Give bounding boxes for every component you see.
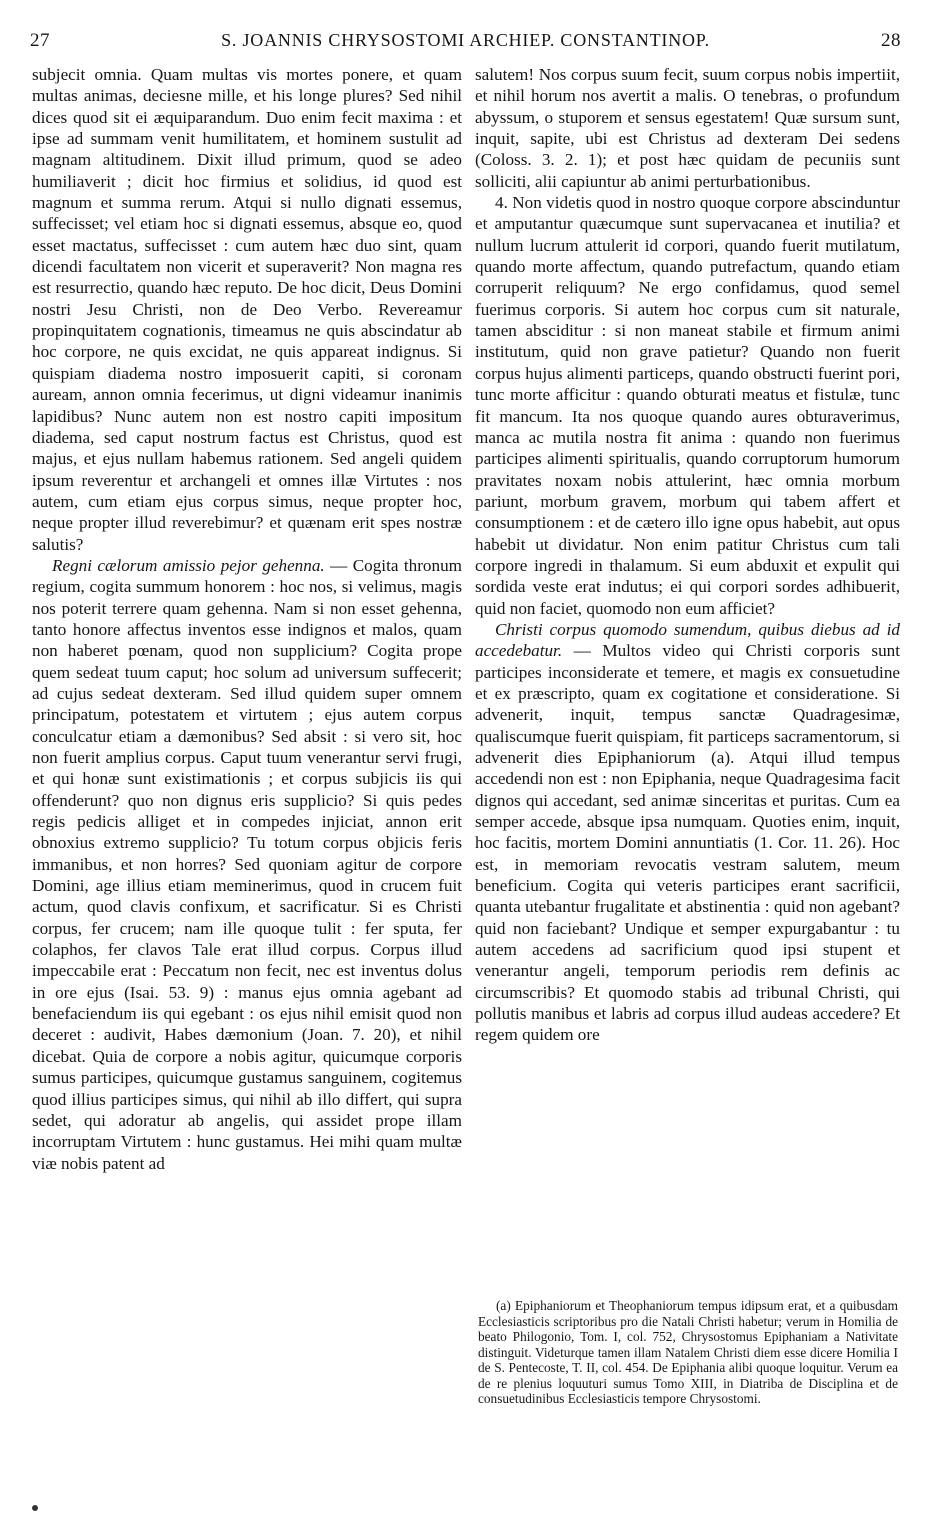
- left-paragraph-1: subjecit omnia. Quam multas vis mortes ponere, et quam multas animas, deciesne mille, et his longe plures? Sed nihil dices quod sit ei æquiparandum. Duo enim fecit maxima : et ipse ad summam venit humilitatem, et hominem sustulit ad magnam altitudinem. Dixit illud primum, quod se adeo humiliaverit ; dicit hoc firmius et solidius, id quod est magnum et summa rerum. Atqui si nullo dignati essemus, suffecisset; vel etiam hoc si dignati essemus, absque eo, quod esset mactatus, suffecisset : cum autem hæc duo sint, quam dicendi facultatem non vicerit et superaverit? Non magna res est resurrectio, quando hæc reputo. De hoc dicit, Deus Domini nostri Jesu Christi, non de Deo Verbo. Revereamur propinquitatem cognationis, timeamus ne quis abscindatur ab hoc corpore, ne quis excidat, ne quis appareat indignus. Si quispiam diadema nostro imposuerit capiti, si coronam auream, annon omnia fecerimus, ut digni videamur inanimis lapidibus? Nunc autem non est nostro capiti impositum diadema, sed caput nostrum factus est Christus, quod est majus, et ejus nullam habemus rationem. Sed angeli quidem ipsum reverentur et archangeli et omnes illæ Virtutes : nos autem, cum etiam ejus corpus simus, neque propter hoc, neque propter illud reverebimur? et quænam erit spes nostræ salutis?: [32, 65, 462, 554]
- print-mark: [32, 1505, 38, 1511]
- running-title: S. JOANNIS CHRYSOSTOMI ARCHIEP. CONSTANTINOP.: [221, 30, 710, 50]
- right-paragraph-1: salutem! Nos corpus suum fecit, suum corpus nobis impertiit, et nihil horum nos avertit a malis. O tenebras, o profundum abyssum, o stuporem et sensus egestatem! Quæ sursum sunt, inquit, sapite, ubi est Christus ad dexteram Dei sedens (Coloss. 3. 2. 1); et post hæc quidam de pecuniis sunt solliciti, alii capiuntur ab animi perturbationibus.: [475, 65, 900, 191]
- right-column: [475, 64, 900, 1046]
- left-paragraph-2: [32, 555, 462, 1174]
- right-paragraph-3-text: — Multos video qui Christi corporis sunt participes inconsiderate et temere, et magis ex consuetudine et ex præscripto, quam ex cogitatione et consideratione. Si advenerit, inquit, tempus sanctæ Quadragesimæ, qualiscumque fuerit quispiam, fit particeps sacramentorum, si advenerit dies Epiphaniorum (a). Atqui illud tempus accedendi non est : non Epiphania, neque Quadragesima facit dignos qui accedant, sed animæ sinceritas et puritas. Cum ea semper accede, absque ipsa numquam. Quoties enim, inquit, hoc facitis, mortem Domini annuntiatis (1. Cor. 11. 26). Hoc est, in memoriam revocatis vestram salutem, meum beneficium. Cogita qui veteris participes erant sacrificii, quanta utebantur frugalitate et abstinentia : quid non agebant? quid non faciebant? Undique et semper expurgabantur : tu autem accedens ad sacrificium quod ipsi stupent et venerantur angeli, temporum periodis rem definis ac circumscribis? Et quomodo stabis ad tribunal Christi, qui pollutis manibus et labris ad corpus illud audeas accedere? Et regem quidem ore: [475, 641, 900, 1045]
- page-number-left: 27: [30, 30, 50, 51]
- right-paragraph-2: 4. Non videtis quod in nostro quoque corpore abscinduntur et amputantur quæcumque sunt supervacanea et inutilia? et nullum lucrum attulerit id corpori, quando fuerit mutilatum, quando morte affectum, quando putrefactum, quando etiam corruperit reliquum? Ne ergo confidamus, quod semel fuerimus corporis. Si autem hoc corpus cum sit naturale, tamen absciditur : si non maneat stabile et firmum animi institutum, quid non grave patietur? Quando non fuerit corpus hujus alimenti particeps, quando obstructi fuerint pori, tunc morte afficitur : quando obturati meatus et fistulæ, tunc fit mancum. Ita nos quoque quando aures obturaverimus, manca ac mutila nostra fit anima : quando non fuerimus participes alimenti spiritualis, quando corruptorum humorum pravitates noxam nobis attulerint, hæc omnia morbum pariunt, morbum gravem, morbum qui tabem affert et consumptionem : et de cætero illo igne opus habebit, aut opus habebit ut dividatur. Non enim patitur Christus cum tali corpore ingredi in thalamum. Si eum abduxit et expulit qui sordida veste erat indutus; ei qui corpori sordes adhibuerit, quid non faciet, quomodo non eum afficiet?: [475, 193, 900, 618]
- running-header: [30, 30, 901, 62]
- right-paragraph-3: [475, 619, 900, 1046]
- left-column: [32, 64, 462, 1174]
- section-heading-christi: Christi corpus quomodo sumendum, quibus diebus ad id accedebatur.: [475, 619, 900, 661]
- footnote-text: (a) Epiphaniorum et Theophaniorum tempus idipsum erat, et a quibusdam Ecclesiasticis scriptoribus pro die Natali Christi habetur; verum in Homilia de beato Philogonio, Tom. I, col. 752, Chrysostomus Epiphaniam a Nativitate distinguit. Videturque tamen illam Natalem Christi diem esse dicere Homilia I de S. Pentecoste, T. II, col. 454. De Epiphania alibi quoque loquitur. Verum ea de re plenius loquuturi sumus Tomo XIII, in Diatriba de Disciplina et de consuetudinibus Ecclesiasticis tempore Chrysostomi.: [478, 1298, 898, 1406]
- footnote: [478, 1298, 898, 1407]
- left-paragraph-2-text: — Cogita thronum regium, cogita summum honorem : hoc nos, si velimus, magis nos poterit terrere quam gehenna. Nam si non esset gehenna, tanto honore affectus inventos esse indignos et malos, quam non haberet pœnam, quod non supplicium? Cogita prope quem sedeat tuum caput; hoc solum ad universum suffecerit; ad cujus sedeat dexteram. Sed illud quidem super omnem principatum, potestatem et virtutem ; ejus autem corpus conculcatur etiam a dæmonibus? Sed absit : si vero sit, hoc non fuerit amplius corpus. Caput tuum venerantur servi frugi, et qui honæ sunt existimationis ; et corpus subjicis iis qui offenderunt? quo non dignus eris supplicio? Si quis pedes regis pedicis alliget et in compedes injiciat, annon erit obnoxius extremo supplicio? Tu totum corpus objicis feris immanibus, et non horres? Sed quoniam agitur de corpore Domini, age illius etiam meminerimus, quod in crucem fuit actum, quod clavis confixum, et sacrificatur. Si es Christi corpus, fer crucem; nam ille quoque tulit : fer sputa, fer colaphos, fer clavos Tale erat illud corpus. Corpus illud impeccabile erat : Peccatum non fecit, nec est inventus dolus in ore ejus (Isai. 53. 9) : manus ejus omnia agebant ad benefaciendum iis qui egebant : os ejus nihil emisit quod non deceret : audivit, Habes dæmonium (Joan. 7. 20), et nihil dicebat. Quia de corpore a nobis agitur, quicumque corporis sumus participes, quicumque gustamus sanguinem, cogitemus quod illius participes simus, qui nihil ab illo differt, qui supra sedet, qui adoratur ab angelis, qui assidet prope illam incorruptam Virtutem : hunc gustamus. Hei mihi quam multæ viæ nobis patent ad: [32, 555, 462, 1173]
- section-heading-regni: Regni cælorum amissio pejor gehenna.: [52, 555, 325, 575]
- page-number-right: 28: [881, 30, 901, 51]
